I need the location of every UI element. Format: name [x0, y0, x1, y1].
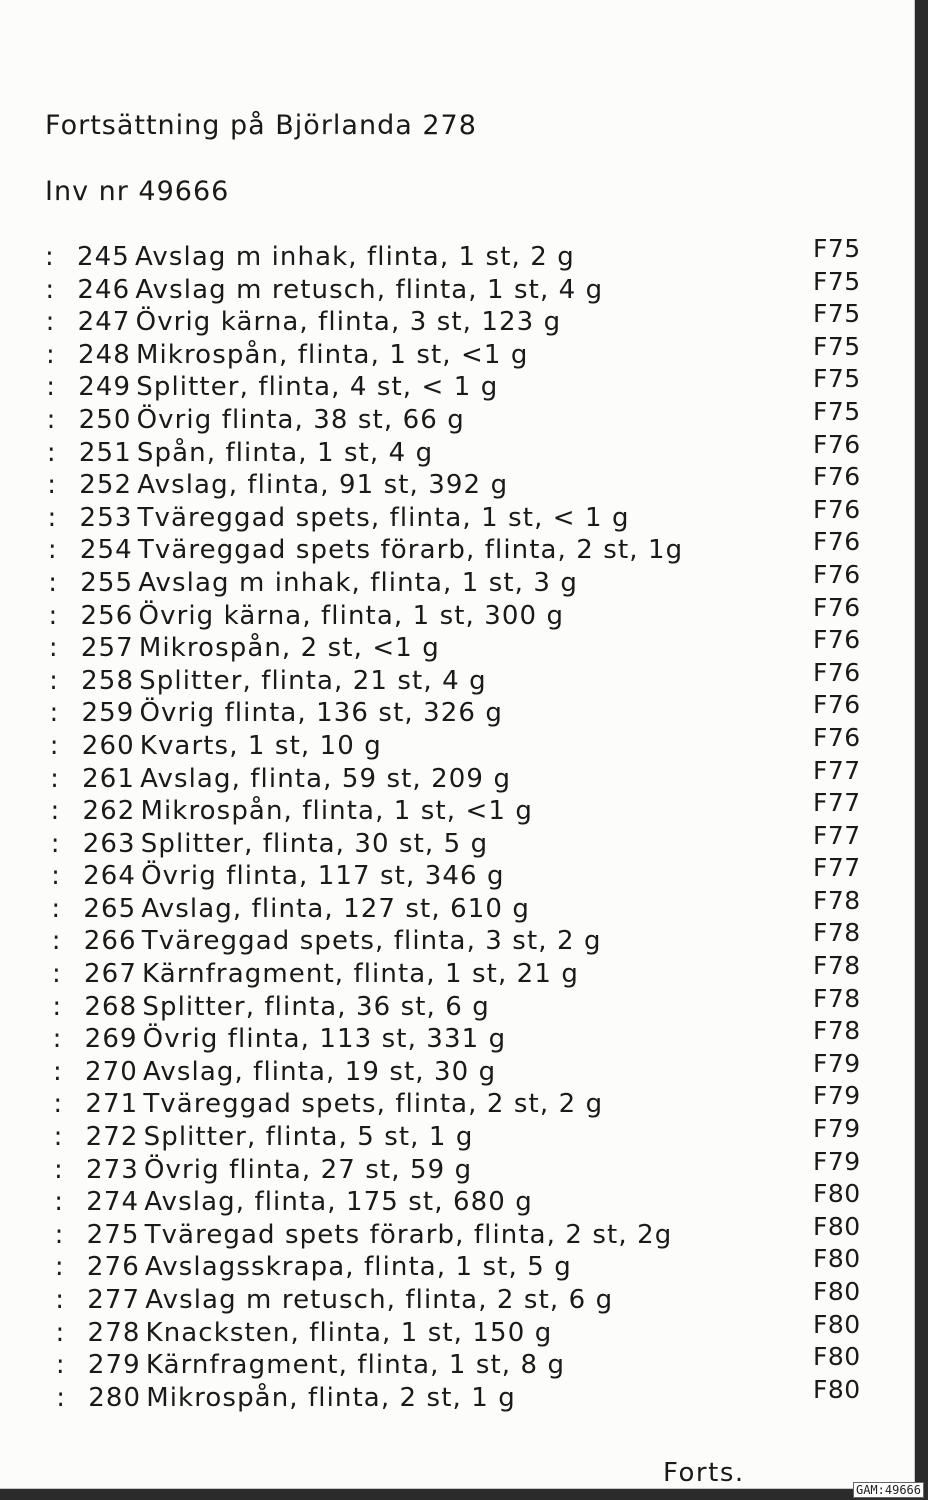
item-colon: :	[51, 926, 62, 957]
item-number: 265	[83, 893, 137, 924]
item-colon: :	[46, 404, 57, 435]
item-colon: :	[46, 437, 57, 468]
item-colon: :	[47, 470, 58, 501]
item-code: F78	[813, 983, 861, 1013]
item-description: Tväreggad spets, flinta, 2 st, 2 g	[143, 1089, 604, 1120]
item-number: 257	[80, 633, 134, 664]
item-description: Splitter, flinta, 36 st, 6 g	[142, 991, 490, 1022]
list-item	[45, 559, 885, 600]
list-item	[45, 592, 885, 633]
item-number: 251	[78, 437, 132, 468]
item-code: F79	[813, 1048, 861, 1078]
item-number: 262	[82, 796, 136, 827]
item-code: F76	[813, 527, 861, 557]
item-number: 246	[77, 274, 131, 305]
item-code: F80	[813, 1374, 861, 1404]
item-number: 266	[83, 926, 137, 957]
item-colon: :	[55, 1317, 66, 1348]
item-code: F76	[813, 690, 861, 720]
item-number: 256	[80, 600, 134, 631]
item-description: Kvarts, 1 st, 10 g	[139, 730, 382, 761]
item-code: F75	[813, 331, 861, 361]
item-number: 267	[84, 959, 137, 990]
list-item	[45, 657, 885, 698]
item-code: F78	[813, 1016, 861, 1046]
item-colon: :	[50, 763, 60, 794]
item-number: 269	[84, 1024, 138, 1055]
item-description: Avslag, flinta, 59 st, 209 g	[140, 763, 512, 794]
item-number: 259	[81, 698, 135, 729]
item-colon: :	[51, 861, 61, 892]
item-number: 271	[85, 1089, 139, 1120]
item-code: F75	[813, 364, 861, 394]
item-number: 263	[82, 828, 136, 859]
list-item	[45, 299, 885, 339]
item-description: Tväregad spets förarb, flinta, 2 st, 2g	[144, 1219, 673, 1250]
item-description: Avslagsskrapa, flinta, 1 st, 5 g	[144, 1252, 572, 1283]
item-colon: :	[50, 796, 61, 827]
item-colon: :	[45, 307, 56, 338]
list-item	[45, 1114, 885, 1154]
item-code: F78	[813, 951, 861, 981]
list-item	[45, 331, 885, 372]
list-item	[45, 1048, 885, 1089]
item-number: 252	[79, 470, 133, 501]
item-code: F75	[813, 266, 861, 296]
item-colon: :	[53, 1089, 64, 1120]
continued-label: Forts.	[663, 1458, 745, 1488]
list-item	[45, 820, 885, 861]
item-description: Avslag, flinta, 175 st, 680 g	[144, 1187, 533, 1218]
item-colon: :	[56, 1382, 67, 1413]
list-item	[45, 1211, 885, 1252]
item-code: F75	[813, 299, 861, 329]
list-item	[45, 234, 885, 274]
list-item	[45, 853, 885, 893]
list-item	[45, 1081, 885, 1121]
item-number: 277	[87, 1285, 141, 1315]
item-code: F80	[813, 1211, 861, 1241]
item-colon: :	[51, 893, 62, 924]
list-item	[45, 364, 885, 404]
item-number: 275	[86, 1219, 140, 1250]
item-code: F76	[813, 494, 861, 524]
item-colon: :	[45, 274, 56, 305]
list-item	[45, 625, 885, 665]
item-number: 268	[84, 991, 138, 1022]
list-item	[45, 722, 885, 763]
item-colon: :	[48, 600, 59, 631]
item-description: Mikrospån, flinta, 2 st, 1 g	[146, 1382, 516, 1413]
item-number: 273	[85, 1154, 139, 1185]
item-colon: :	[49, 698, 60, 729]
item-code: F77	[813, 820, 861, 850]
item-code: F79	[813, 1081, 861, 1111]
item-code: F76	[813, 462, 861, 492]
list-item	[45, 788, 885, 828]
item-colon: :	[48, 567, 59, 598]
item-description: Avslag m inhak, flinta, 1 st, 2 g	[135, 242, 575, 272]
card-title: Fortsättning på Björlanda 278	[45, 110, 477, 141]
item-number: 272	[85, 1122, 139, 1153]
list-item	[45, 266, 885, 307]
item-colon: :	[50, 828, 61, 859]
item-code: F80	[813, 1179, 861, 1209]
item-colon: :	[52, 959, 62, 990]
item-colon: :	[45, 339, 56, 370]
list-item	[45, 951, 885, 991]
item-code: F80	[813, 1244, 861, 1274]
item-colon: :	[55, 1350, 66, 1381]
item-colon: :	[49, 665, 60, 696]
item-number: 264	[83, 861, 137, 892]
item-code: F79	[813, 1114, 861, 1144]
list-item	[45, 429, 885, 470]
item-colon: :	[53, 1056, 63, 1087]
item-description: Övrig flinta, 117 st, 346 g	[141, 861, 505, 892]
item-number: 260	[81, 730, 135, 761]
list-item	[45, 918, 885, 958]
item-description: Avslag m retusch, flinta, 2 st, 6 g	[145, 1285, 614, 1315]
item-code: F80	[813, 1277, 861, 1306]
item-colon: :	[54, 1252, 65, 1283]
item-description: Avslag, flinta, 19 st, 30 g	[143, 1056, 497, 1087]
item-number: 245	[77, 242, 130, 272]
item-description: Avslag, flinta, 127 st, 610 g	[141, 893, 530, 924]
list-item	[45, 494, 885, 535]
list-item	[45, 1277, 885, 1317]
list-item	[45, 983, 885, 1024]
item-description: Kärnfragment, flinta, 1 st, 8 g	[145, 1350, 566, 1381]
item-description: Tväreggad spets, flinta, 1 st, < 1 g	[137, 502, 630, 533]
item-colon: :	[46, 372, 57, 403]
item-description: Tväreggad spets, flinta, 3 st, 2 g	[141, 926, 602, 957]
item-number: 276	[86, 1252, 140, 1283]
item-code: F76	[813, 657, 861, 687]
item-number: 261	[82, 763, 136, 794]
item-description: Spån, flinta, 1 st, 4 g	[136, 437, 434, 468]
item-colon: :	[55, 1285, 66, 1315]
archive-stamp: GAM:49666	[853, 1482, 924, 1498]
item-code: F77	[813, 755, 861, 785]
list-item	[45, 462, 885, 502]
item-description: Mikrospån, flinta, 1 st, <1 g	[140, 796, 533, 827]
item-code: F75	[813, 234, 861, 263]
item-number: 270	[85, 1056, 138, 1087]
list-item	[45, 1342, 885, 1382]
item-description: Splitter, flinta, 4 st, < 1 g	[136, 372, 499, 403]
item-code: F76	[813, 429, 861, 459]
item-colon: :	[54, 1219, 65, 1250]
list-item	[45, 690, 885, 730]
list-item	[45, 1146, 885, 1187]
item-colon: :	[52, 991, 63, 1022]
item-description: Övrig flinta, 113 st, 331 g	[142, 1024, 507, 1055]
item-description: Mikrospån, flinta, 1 st, <1 g	[135, 339, 529, 370]
item-colon: :	[48, 633, 59, 664]
item-description: Avslag m inhak, flinta, 1 st, 3 g	[138, 567, 579, 598]
item-colon: :	[53, 1154, 64, 1185]
item-code: F76	[813, 559, 861, 589]
item-code: F78	[813, 885, 861, 915]
item-number: 279	[87, 1350, 141, 1381]
item-description: Splitter, flinta, 5 st, 1 g	[143, 1122, 474, 1153]
item-number: 258	[81, 665, 135, 696]
item-number: 255	[80, 567, 134, 598]
item-code: F79	[813, 1146, 861, 1176]
item-code: F76	[813, 592, 861, 622]
item-number: 254	[79, 535, 133, 566]
item-colon: :	[54, 1187, 65, 1218]
item-description: Avslag m retusch, flinta, 1 st, 4 g	[135, 274, 604, 305]
item-code: F80	[813, 1309, 861, 1339]
item-colon: :	[53, 1122, 64, 1153]
item-description: Övrig flinta, 136 st, 326 g	[139, 698, 503, 729]
item-list	[45, 234, 885, 1414]
item-number: 278	[87, 1317, 141, 1348]
item-description: Övrig kärna, flinta, 3 st, 123 g	[135, 307, 562, 338]
item-description: Avslag, flinta, 91 st, 392 g	[137, 470, 509, 501]
item-description: Knacksten, flinta, 1 st, 150 g	[145, 1317, 553, 1348]
inventory-number: Inv nr 49666	[45, 176, 230, 207]
list-item	[45, 755, 885, 796]
item-code: F78	[813, 918, 861, 948]
item-code: F76	[813, 625, 861, 655]
item-code: F76	[813, 722, 861, 752]
list-item	[45, 1016, 885, 1056]
item-number: 247	[77, 307, 131, 338]
list-item	[45, 1244, 885, 1284]
list-item	[45, 1374, 885, 1415]
item-number: 280	[88, 1382, 142, 1413]
item-number: 249	[78, 372, 132, 403]
item-number: 248	[77, 339, 131, 370]
item-number: 253	[79, 502, 133, 533]
item-code: F75	[813, 396, 861, 426]
item-code: F80	[813, 1342, 861, 1372]
item-colon: :	[47, 502, 58, 533]
item-code: F77	[813, 788, 861, 818]
item-description: Övrig flinta, 27 st, 59 g	[143, 1154, 473, 1185]
item-description: Kärnfragment, flinta, 1 st, 21 g	[142, 959, 579, 990]
item-description: Tväreggad spets förarb, flinta, 2 st, 1g	[137, 535, 684, 566]
item-code: F77	[813, 853, 861, 883]
item-colon: :	[49, 730, 60, 761]
item-number: 274	[86, 1187, 140, 1218]
list-item	[45, 396, 885, 437]
item-description: Övrig flinta, 38 st, 66 g	[136, 404, 465, 435]
list-item	[45, 885, 885, 926]
item-description: Splitter, flinta, 30 st, 5 g	[140, 828, 489, 859]
item-colon: :	[52, 1024, 63, 1055]
list-item	[45, 1179, 885, 1219]
item-colon: :	[45, 242, 55, 272]
item-description: Splitter, flinta, 21 st, 4 g	[139, 665, 487, 696]
list-item	[45, 1309, 885, 1350]
list-item	[45, 527, 885, 567]
item-colon: :	[47, 535, 58, 566]
item-description: Övrig kärna, flinta, 1 st, 300 g	[138, 600, 565, 631]
item-number: 250	[78, 404, 132, 435]
item-description: Mikrospån, 2 st, <1 g	[138, 633, 440, 664]
